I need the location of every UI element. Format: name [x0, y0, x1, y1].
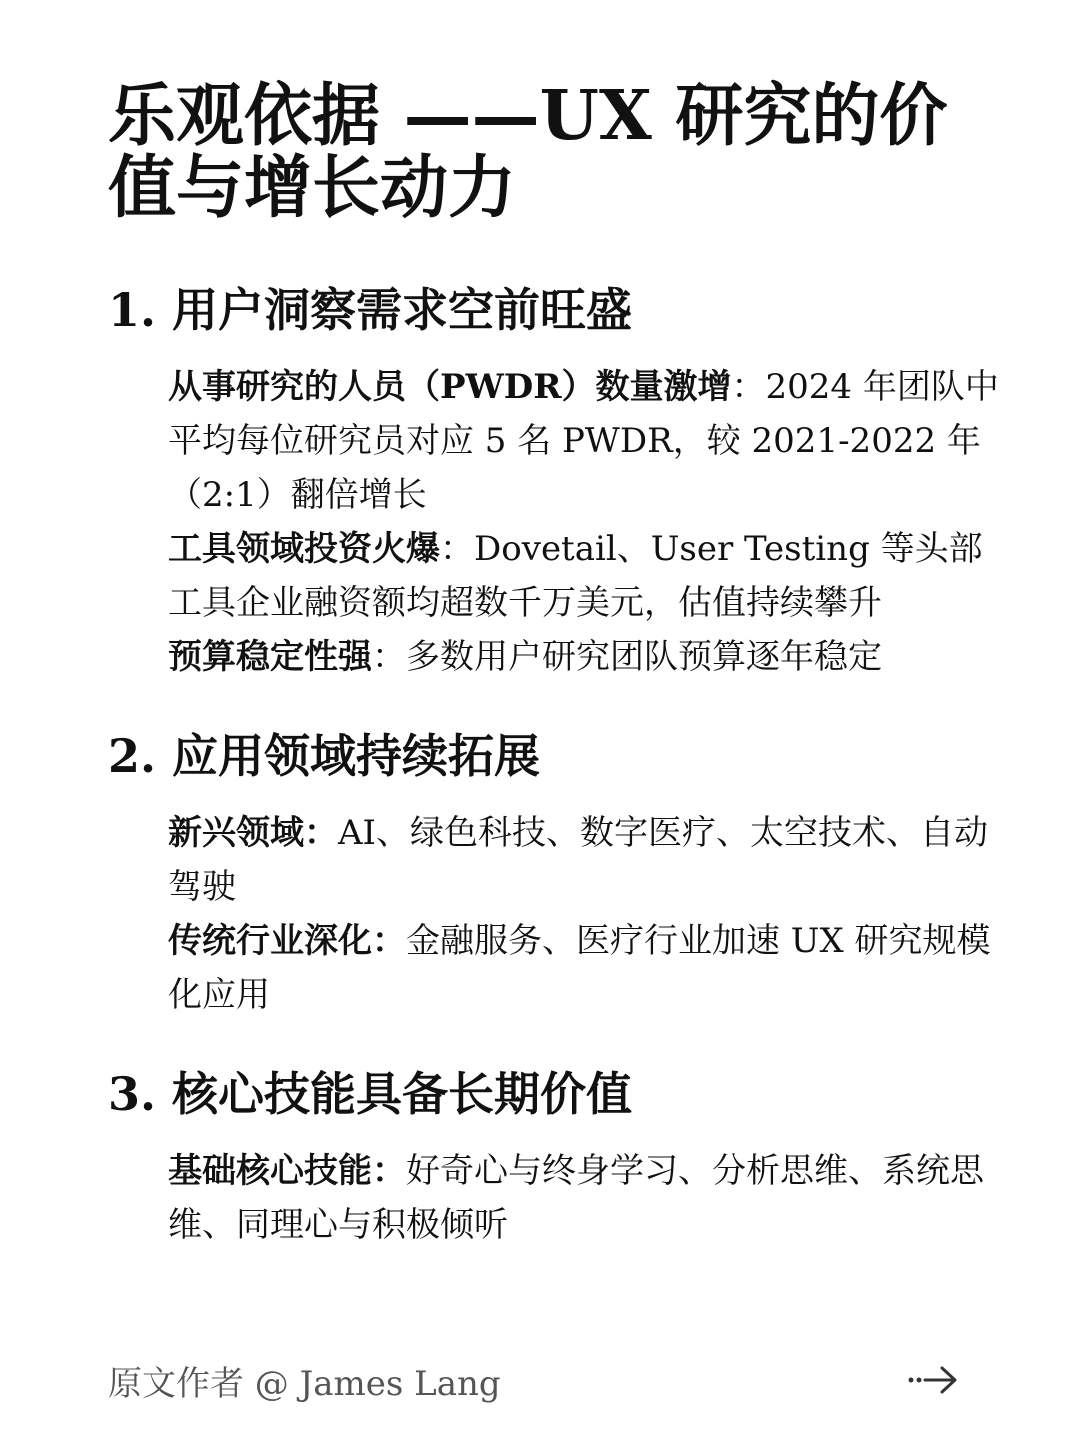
item-label: 基础核心技能： [168, 1151, 406, 1191]
list-item [168, 360, 1008, 522]
item-text: 多数用户研究团队预算逐年稳定 [406, 637, 882, 677]
section-2 [108, 728, 1008, 1022]
footer [108, 1350, 972, 1410]
section-3 [108, 1066, 1008, 1252]
section-heading: 2. 应用领域持续拓展 [108, 729, 541, 783]
item-separator: ： [440, 529, 474, 569]
section-1 [108, 282, 1008, 684]
item-text: 好奇心与终身学习、分析思维、系统思维、同理心与积极倾听 [168, 1151, 984, 1245]
dotted-arrow-right-icon[interactable] [908, 1362, 960, 1398]
section-items [168, 360, 1008, 684]
item-separator: ： [731, 367, 766, 407]
list-item [168, 522, 1008, 630]
item-text: 金融服务、医疗行业加速 UX 研究规模化应用 [168, 921, 991, 1015]
item-label: 传统行业深化： [168, 921, 406, 961]
item-text: Dovetail、User Testing 等头部工具企业融资额均超数千万美元，估值持续攀升 [168, 529, 983, 623]
item-text: AI、绿色科技、数字医疗、太空技术、自动驾驶 [168, 813, 988, 907]
section-heading: 1. 用户洞察需求空前旺盛 [108, 283, 633, 337]
item-label: 新兴领域： [168, 813, 338, 853]
item-label: 预算稳定性强 [168, 637, 372, 677]
item-separator: ： [372, 637, 406, 677]
item-label: 工具领域投资火爆 [168, 529, 440, 569]
list-item [168, 806, 1008, 914]
list-item [168, 630, 1008, 684]
author-credit: 原文作者 @ James Lang [108, 1363, 501, 1404]
section-heading: 3. 核心技能具备长期价值 [108, 1067, 633, 1121]
list-item [168, 1144, 1008, 1252]
section-items [168, 1144, 1008, 1252]
article [108, 76, 1008, 1296]
item-text: 2024 年团队中平均每位研究员对应 5 名 PWDR，较 2021-2022 年（2:1）翻倍增长 [168, 367, 999, 515]
item-label: 从事研究的人员（PWDR）数量激增 [168, 367, 732, 407]
section-items [168, 806, 1008, 1022]
list-item [168, 914, 1008, 1022]
page-title: 乐观依据 ——UX 研究的价值与增长动力 [108, 76, 948, 228]
